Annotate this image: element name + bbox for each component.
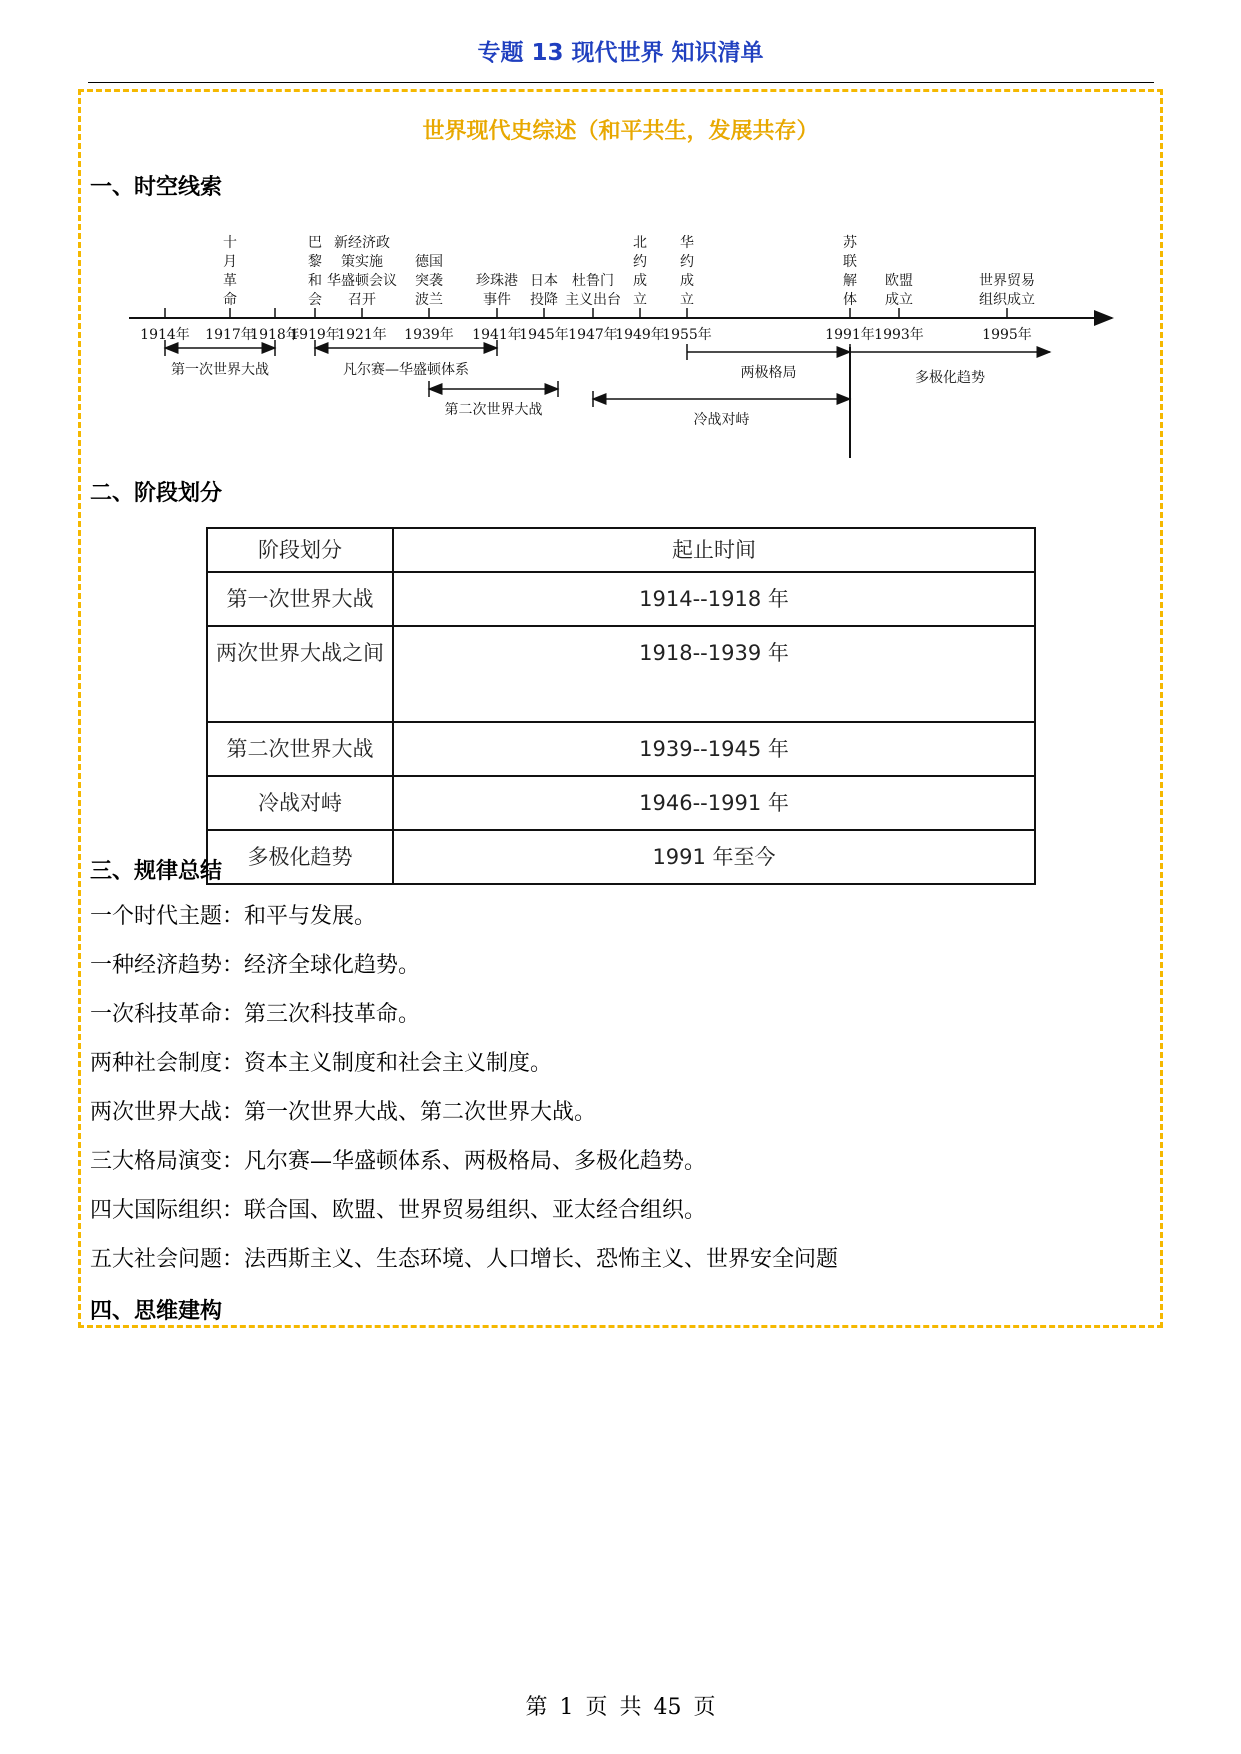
rule-item: 三大格局演变：凡尔赛—华盛顿体系、两极格局、多极化趋势。 [90,1149,707,1174]
timeline-span-label: 冷战对峙 [693,412,750,428]
table-cell-period: 1939--1945 年 [393,722,1035,776]
table-cell-stage: 两次世界大战之间 [207,626,393,722]
timeline-year-label: 1991年 [825,327,875,343]
timeline-event-label: 召开 [348,292,376,308]
timeline-event-label: 策实施 [341,254,383,270]
timeline-year-label: 1941年 [472,327,522,343]
timeline-span-label: 第二次世界大战 [444,402,543,418]
timeline-event-label: 体 [843,292,857,308]
timeline-event-label: 联 [843,254,857,270]
table-row [207,626,1035,722]
rule-item: 两次世界大战：第一次世界大战、第二次世界大战。 [90,1100,597,1125]
timeline-year-label: 1993年 [874,327,924,343]
timeline-event-label: 解 [843,273,857,289]
timeline-span-label: 凡尔赛—华盛顿体系 [343,362,469,378]
table-row [207,722,1035,776]
rule-item: 两种社会制度：资本主义制度和社会主义制度。 [90,1051,553,1076]
timeline-event-label: 和 [308,273,322,289]
timeline-event-label: 苏 [843,235,857,251]
footer-label-unit2: 页 [693,1695,716,1720]
timeline-event-label: 华盛顿会议 [327,273,397,289]
rule-item: 一种经济趋势：经济全球化趋势。 [90,953,421,978]
section-heading-stages: 二、阶段划分 [90,481,223,506]
timeline-event-label: 世界贸易 [979,273,1035,289]
timeline-event-label: 约 [633,254,647,270]
timeline-year-label: 1945年 [519,327,569,343]
rule-item: 一次科技革命：第三次科技革命。 [90,1002,421,1027]
rule-item: 五大社会问题：法西斯主义、生态环境、人口增长、恐怖主义、世界安全问题 [90,1247,839,1272]
timeline-event-label: 会 [308,292,322,308]
timeline-event-label: 珍珠港 [476,273,518,289]
timeline-event-label: 主义出台 [565,292,621,308]
table-cell-period: 1918--1939 年 [393,626,1035,722]
timeline-event-label: 月 [223,254,237,270]
overview-title: 世界现代史综述（和平共生，发展共存） [422,119,819,144]
timeline-event-label: 事件 [483,292,511,308]
stages-table [206,527,1036,885]
timeline-year-label: 1918年 [250,327,300,343]
timeline-year-label: 1921年 [337,327,387,343]
section-heading-timeline: 一、时空线索 [90,175,223,200]
timeline-event-label: 华 [680,235,694,251]
timeline-event-label: 新经济政 [334,235,390,251]
timeline-event-label: 命 [223,292,237,308]
timeline-span-label: 第一次世界大战 [171,362,269,378]
table-cell-period: 1914--1918 年 [393,572,1035,626]
table-row [207,830,1035,884]
table-header-period: 起止时间 [393,528,1035,572]
timeline-year-label: 1914年 [140,327,190,343]
timeline-event-label: 黎 [308,254,322,270]
section-heading-mindmap: 四、思维建构 [90,1299,223,1324]
timeline-event-label: 杜鲁门 [572,273,614,289]
table-cell-stage: 第二次世界大战 [207,722,393,776]
footer-total-pages: 45 [653,1695,682,1720]
timeline-year-label: 1917年 [205,327,255,343]
rule-item: 四大国际组织：联合国、欧盟、世界贸易组织、亚太经合组织。 [90,1198,707,1223]
timeline-event-label: 立 [680,292,694,308]
footer-label-unit: 页 [585,1695,608,1720]
timeline-event-label: 日本 [530,273,558,289]
timeline-event-label: 北 [633,235,647,251]
table-cell-stage: 冷战对峙 [207,776,393,830]
footer-label-page: 第 [525,1695,548,1720]
timeline-span-label: 两极格局 [740,365,797,381]
table-cell-stage: 多极化趋势 [207,830,393,884]
footer-label-total: 共 [619,1695,642,1720]
timeline-event-label: 组织成立 [979,292,1035,308]
table-cell-period: 1991 年至今 [393,830,1035,884]
timeline-year-label: 1939年 [404,327,454,343]
timeline-span-label: 多极化趋势 [915,370,985,386]
timeline-event-label: 成 [633,273,647,289]
timeline-event-label: 约 [680,254,694,270]
timeline-event-label: 突袭 [415,273,443,289]
timeline-event-label: 德国 [415,254,443,270]
timeline-event-label: 成 [680,273,694,289]
timeline-year-label: 1995年 [982,327,1032,343]
timeline-event-label: 立 [633,292,647,308]
timeline-event-label: 十 [223,235,237,251]
table-cell-period: 1946--1991 年 [393,776,1035,830]
timeline-event-label: 成立 [885,292,913,308]
footer-page-number: 1 [559,1695,574,1720]
timeline-year-label: 1947年 [568,327,618,343]
table-header-stage: 阶段划分 [207,528,393,572]
timeline-year-label: 1949年 [615,327,665,343]
timeline-event-label: 波兰 [415,292,443,308]
timeline-event-label: 投降 [530,292,558,308]
timeline-year-label: 1919年 [290,327,340,343]
section-heading-rules: 三、规律总结 [90,859,223,884]
table-header-row [207,528,1035,572]
page-header-title: 专题 13 现代世界 知识清单 [477,40,764,66]
timeline-event-label: 巴 [308,235,322,251]
timeline-event-label: 欧盟 [885,273,913,289]
table-row [207,572,1035,626]
timeline-event-label: 革 [223,273,237,289]
rule-item: 一个时代主题：和平与发展。 [90,904,377,929]
page-footer [0,1690,1241,1721]
timeline-year-label: 1955年 [662,327,712,343]
header-divider [88,82,1154,83]
table-cell-stage: 第一次世界大战 [207,572,393,626]
table-row [207,776,1035,830]
timeline-diagram [120,205,1120,465]
